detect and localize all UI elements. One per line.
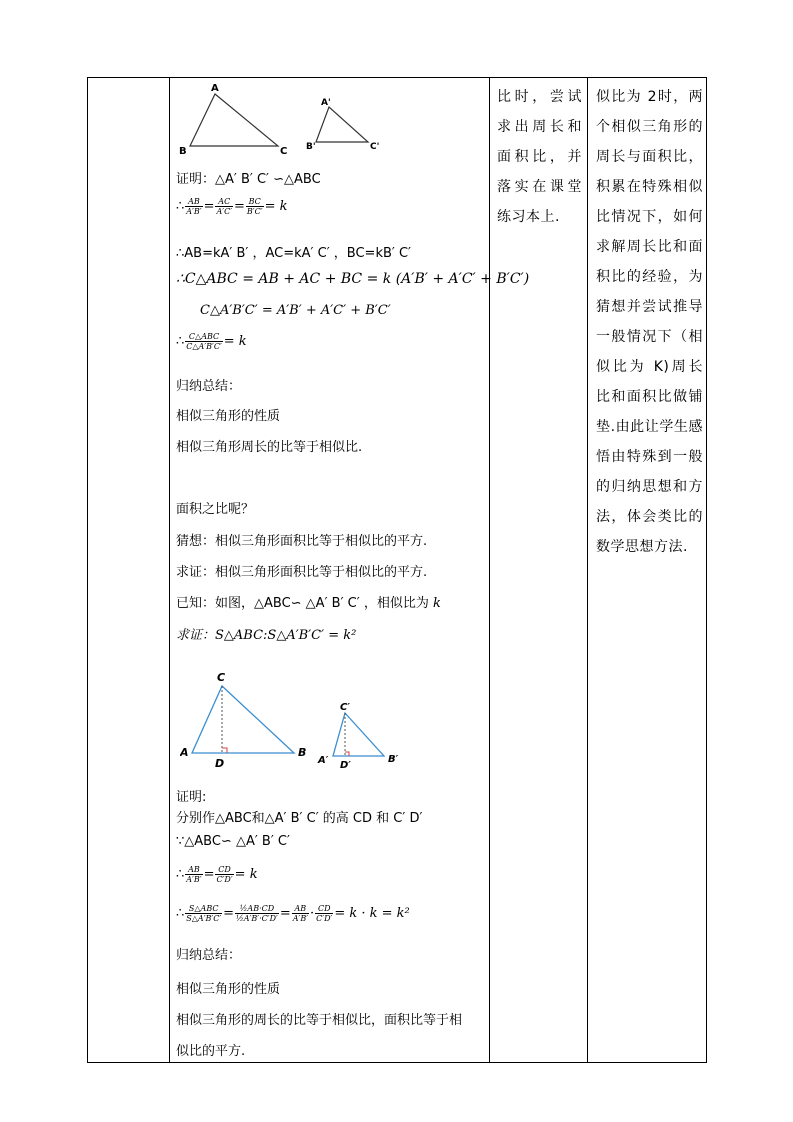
student-activity-text: 比时，尝试求出周长和面积比，并落实在课堂练习本上. xyxy=(497,89,582,225)
lesson-table xyxy=(87,77,707,1063)
vertex-label: A′ xyxy=(318,755,329,766)
proof2-step2: ∵△ABC∽ △A′ B′ C′ xyxy=(176,834,290,849)
perimeter-ratio: ∴ $\frac{\text{C△ABC}}{C\triangle A'B'C'}$ = k xyxy=(176,332,247,351)
area-ratio-equation: ∴ $\frac{\text{S△ABC}}{S\triangle A'B'C'}$ = $\frac{\text{½AB·CD}}{\text{½A′B′·C′D′}}$ = $\frac{AB}{A'B'}$ · $\frac{CD}{C'D'}$ = k · k = k² xyxy=(176,904,410,923)
design-intent-text: 似比为 2时，两个相似三角形的周长与面积比，积累在特殊相似比情况下，如何求解周长比和面积比的经验，为猜想并尝试推导一般情况下（相似比为 K)周长比和面积比做铺垫.由此让学生感悟由特殊到一般的归纳思想和方法，体会类比的数学思想方法. xyxy=(596,89,703,555)
vertex-label: A xyxy=(211,83,219,94)
area-guess: 猜想：相似三角形面积比等于相似比的平方. xyxy=(176,534,428,549)
summary-title: 归纳总结： xyxy=(176,379,242,394)
vertex-label: C′ xyxy=(340,702,350,713)
vertex-label: A' xyxy=(321,98,331,108)
proof2-step1: 分别作△ABC和△A′ B′ C′ 的高 CD 和 C′ D′ xyxy=(176,811,423,826)
vertex-label: B′ xyxy=(388,754,399,765)
vertex-label: B xyxy=(298,746,307,759)
vertex-label: C' xyxy=(370,142,380,152)
triangle-figure-2 xyxy=(180,670,420,768)
vertex-label: D′ xyxy=(340,760,351,768)
height-ratio: ∴ $\frac{AB}{A'B'}$ = $\frac{CD}{C'D'}$ = k xyxy=(176,865,258,884)
property-text: 相似三角形周长的比等于相似比. xyxy=(176,440,363,455)
property-text-2b: 似比的平方. xyxy=(176,1044,246,1059)
design-intent-column xyxy=(588,78,708,1062)
property-title-2: 相似三角形的性质 xyxy=(176,982,281,997)
area-given: 已知：如图，△ABC∽ △A′ B′ C′ ，相似比为 k xyxy=(176,596,441,611)
area-question: 面积之比呢？ xyxy=(176,502,255,517)
perimeter-equation-big: ∴C△ABC = AB + AC + BC = k (A′B′ + A′C′ + B′C′) xyxy=(176,271,530,287)
perimeter-equation-small: C△A′B′C′ = A′B′ + A′C′ + B′C′ xyxy=(200,303,391,318)
summary-title-2: 归纳总结： xyxy=(176,948,242,963)
area-prove: 求证：相似三角形面积比等于相似比的平方. xyxy=(176,565,428,580)
vertex-label: D xyxy=(215,757,225,768)
ratio-equation: ∴ $\frac{AB}{A'B'}$ = $\frac{AC}{A'C'}$ = $\frac{BC}{B'C'}$ = k xyxy=(176,197,288,216)
triangle-figure-1 xyxy=(178,82,408,154)
vertex-label: C xyxy=(217,671,226,684)
sides-equation: ∴AB=kA′ B′ ，AC=kA′ C′ ，BC=kB′ C′ xyxy=(176,246,412,261)
area-to-prove: 求证：S△ABC:S△A′B′C′ = k² xyxy=(176,628,357,643)
proof-statement: 证明：△A′ B′ C′ ∽△ABC xyxy=(176,172,321,187)
property-title: 相似三角形的性质 xyxy=(176,409,281,424)
vertex-label: A xyxy=(180,746,189,759)
content-column xyxy=(170,78,530,1062)
property-text-2a: 相似三角形的周长的比等于相似比，面积比等于相 xyxy=(176,1013,463,1028)
proof2-title: 证明: xyxy=(176,790,207,805)
vertex-label: B xyxy=(179,146,187,154)
vertex-label: B' xyxy=(306,142,316,152)
vertex-label: C xyxy=(280,146,288,154)
student-activity-column xyxy=(490,78,588,1062)
